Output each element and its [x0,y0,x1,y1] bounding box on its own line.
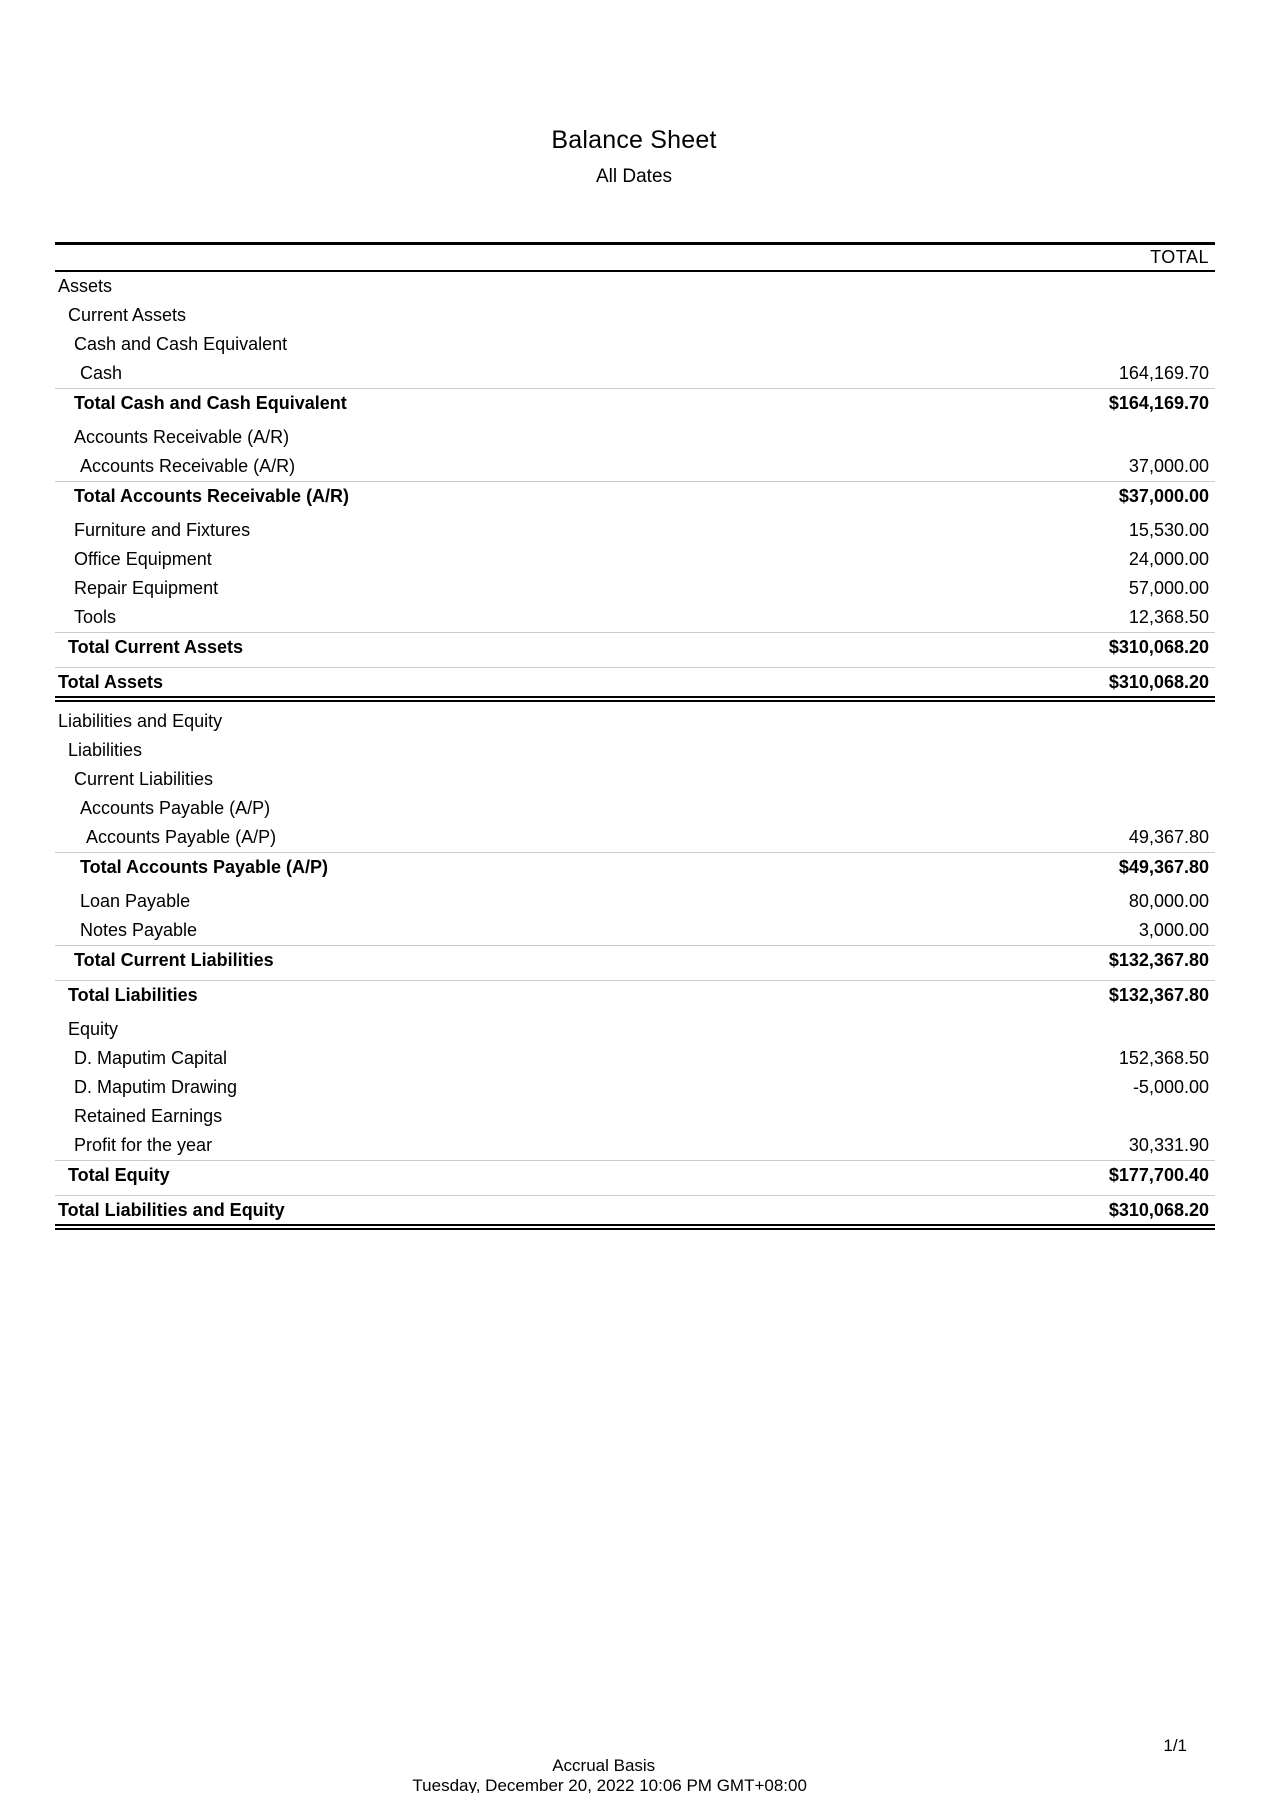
row-label: Accounts Payable (A/P) [86,827,277,847]
row-label: Total Equity [68,1164,170,1185]
row-value: -5,000.00 [1132,1077,1209,1097]
double-rule [55,696,1215,702]
row-label: Accounts Payable (A/P) [80,798,271,818]
row-value: $177,700.40 [1108,1164,1209,1185]
row-label: Accounts Receivable (A/R) [80,456,296,476]
row-label: Tools [74,607,117,627]
row-value: $132,367.80 [1108,984,1209,1005]
row-value: 30,331.90 [1128,1135,1209,1155]
row-label: Total Cash and Cash Equivalent [74,392,347,413]
row-label: Liabilities and Equity [58,711,223,731]
footer-text [0,1736,1180,1793]
row-value: $132,367.80 [1108,949,1209,970]
section-header-row [55,272,1215,301]
row-label: Current Assets [68,305,187,325]
accounting-basis-label: Accrual Basis [552,1756,656,1775]
row-label: Notes Payable [80,920,198,940]
section-header-row [55,765,1215,794]
report-table [55,242,1215,1235]
row-value: 57,000.00 [1128,578,1209,598]
double-rule [55,1224,1215,1230]
report-title: Balance Sheet [551,126,717,154]
total-row [55,1160,1215,1189]
row-label: D. Maputim Drawing [74,1077,238,1097]
total-row [55,945,1215,974]
total-row [55,632,1215,661]
row-label: Total Current Liabilities [74,949,274,970]
account-row [55,1044,1215,1073]
account-row [55,1131,1215,1160]
row-label: Loan Payable [80,891,191,911]
row-value: 152,368.50 [1118,1048,1209,1068]
row-value: $37,000.00 [1118,485,1209,506]
row-value: 80,000.00 [1128,891,1209,911]
table-header-row [55,245,1215,272]
row-value: $310,068.20 [1108,1199,1209,1220]
account-row [55,359,1215,388]
section-header-row [55,1015,1215,1044]
row-value: 15,530.00 [1128,520,1209,540]
page-number: 1/1 [1163,1736,1187,1755]
account-row [55,1102,1215,1131]
row-label: Furniture and Fixtures [74,520,251,540]
total-row [55,1195,1215,1224]
row-value: $310,068.20 [1108,671,1209,692]
total-row [55,667,1215,696]
account-row [55,545,1215,574]
total-row [55,980,1215,1009]
row-label: Total Accounts Payable (A/P) [80,856,329,877]
row-label: Office Equipment [74,549,212,569]
row-label: Current Liabilities [74,769,214,789]
account-row [55,887,1215,916]
total-column-header: TOTAL [1150,247,1209,267]
row-value: $164,169.70 [1108,392,1209,413]
row-label: Equity [68,1019,119,1039]
account-row [55,603,1215,632]
section-header-row [55,301,1215,330]
section-header-row [55,736,1215,765]
row-label: Total Accounts Receivable (A/R) [74,485,350,506]
section-header-row [55,330,1215,359]
account-row [55,916,1215,945]
section-header-row [55,794,1215,823]
row-value: 3,000.00 [1138,920,1209,940]
row-label: Repair Equipment [74,578,219,598]
row-label: Cash [80,363,123,383]
row-value: 49,367.80 [1128,827,1209,847]
section-header-row [55,707,1215,736]
row-label: Liabilities [68,740,143,760]
account-row [55,516,1215,545]
row-label: Total Liabilities and Equity [58,1199,285,1220]
row-value: 12,368.50 [1128,607,1209,627]
row-label: Retained Earnings [74,1106,223,1126]
row-value: $49,367.80 [1118,856,1209,877]
account-row [55,452,1215,481]
total-row [55,388,1215,417]
report-body [55,272,1215,1230]
report-subtitle: All Dates [595,166,673,187]
section-header-row [55,423,1215,452]
total-row [55,852,1215,881]
row-label: Cash and Cash Equivalent [74,334,288,354]
row-value: 164,169.70 [1118,363,1209,383]
account-row [55,1073,1215,1102]
account-row [55,823,1215,852]
row-label: Assets [58,276,113,296]
total-row [55,481,1215,510]
row-label: D. Maputim Capital [74,1048,228,1068]
row-label: Profit for the year [74,1135,213,1155]
report-datetime: Tuesday, December 20, 2022 10:06 PM GMT+08:00 [412,1776,807,1793]
account-row [55,574,1215,603]
row-value: $310,068.20 [1108,636,1209,657]
row-label: Total Assets [58,671,164,692]
row-label: Accounts Receivable (A/R) [74,427,290,447]
row-value: 24,000.00 [1128,549,1209,569]
row-label: Total Current Assets [68,636,244,657]
row-value: 37,000.00 [1128,456,1209,476]
row-label: Total Liabilities [68,984,198,1005]
